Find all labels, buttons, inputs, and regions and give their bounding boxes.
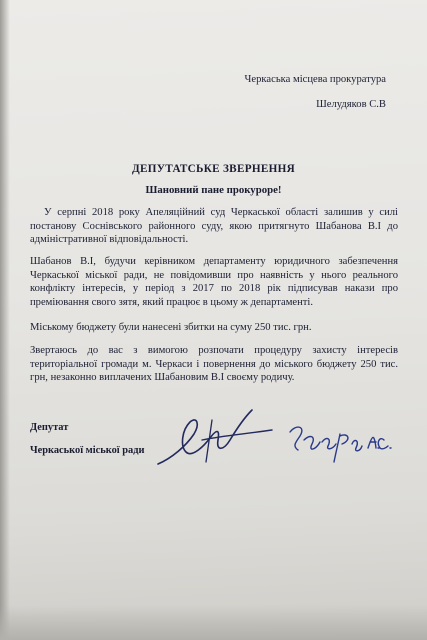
handwritten-name: [286, 418, 396, 466]
addressee-person: Шелудяков С.В: [316, 99, 386, 110]
signature-label-deputy: Депутат: [30, 422, 69, 433]
paragraph-budget-damage: Міському бюджету були нанесені збитки на суму 250 тис. грн.: [30, 322, 312, 333]
addressee-office: Черкаська місцева прокуратура: [244, 74, 386, 85]
page-bottom-shade: [0, 605, 427, 640]
greeting: Шановний пане прокуроре!: [145, 184, 282, 196]
paragraph-court-decision: У серпні 2018 року Апеляційний суд Черкаської області залишив у силі постанову Соснівського районного суду, якою притягнуто Шабанова В.І до адміністративної відповідальності.: [30, 207, 398, 246]
paragraph-conflict-of-interest: Шабанов В.І, будучи керівником департаменту юридичного забезпечення Черкаської міської ради, не повідомивши про наявність у нього реального конфлікту інтересів, у період з 2017 по 2018 рік підписував накази про преміювання свого зятя, який працює в цьому ж департаменті.: [30, 256, 398, 308]
page-edge-shadow: [0, 0, 10, 640]
signature-scribble: [150, 400, 285, 475]
document-title: ДЕПУТАТСЬКЕ ЗВЕРНЕННЯ: [132, 163, 295, 175]
signature-label-council: Черкаської міської ради: [30, 445, 145, 456]
paragraph-demand: Звертаюсь до вас з вимогою розпочати процедуру захисту інтересів територіальної громади м. Черкаси і повернення до міського бюджету 250 тис. грн, незаконно виплачених Шабановим В.І своєму родичу.: [30, 345, 398, 384]
